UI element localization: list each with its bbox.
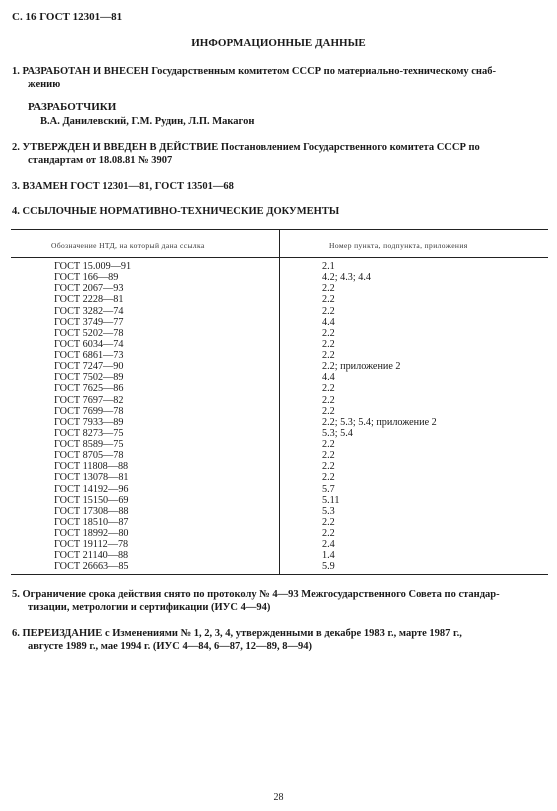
table-cell-ntd: ГОСТ 3282—74 (54, 305, 124, 317)
table-cell-ntd: ГОСТ 11808—88 (54, 461, 129, 473)
table-cell-clause: 2.2 (322, 461, 335, 473)
table-cell-ntd: ГОСТ 19112—78 (54, 539, 129, 551)
table-cell-clause: 4.4 (322, 316, 335, 328)
table-cell-ntd: ГОСТ 7247—90 (54, 361, 124, 373)
section-5-text-cont: тизации, метрологии и сертификации (ИУС 4—94) (28, 602, 271, 613)
developers-heading: РАЗРАБОТЧИКИ (28, 101, 117, 113)
section-4 (12, 205, 546, 218)
section-6-text: с Изменениями № 1, 2, 3, 4, утвержденными в декабре 1983 г., марте 1987 г., (104, 628, 462, 639)
table-cell-clause: 5.3 (322, 505, 335, 517)
table-cell-clause: 2.2 (322, 472, 335, 484)
table-cell-clause: 2.1 (322, 261, 335, 272)
section-5-number: 5. (12, 589, 20, 600)
section-4-heading: ССЫЛОЧНЫЕ НОРМАТИВНО-ТЕХНИЧЕСКИЕ ДОКУМЕНТЫ (22, 206, 340, 217)
table-header-ntd: Обозначение НТД, на который дана ссылка (51, 241, 205, 250)
table-cell-ntd: ГОСТ 15.009—91 (54, 261, 132, 272)
section-6-number: 6. (12, 628, 20, 639)
table-cell-clause: 2.2 (322, 405, 335, 417)
table-cell-clause: 2.4 (322, 539, 335, 551)
section-5 (12, 588, 546, 614)
page-header: С. 16 ГОСТ 12301—81 (12, 11, 123, 23)
section-6-heading: ПЕРЕИЗДАНИЕ (22, 628, 103, 639)
table-cell-ntd: ГОСТ 7933—89 (54, 416, 124, 428)
table-column-divider (279, 229, 280, 575)
table-cell-clause: 2.2; приложение 2 (322, 361, 401, 373)
table-cell-ntd: ГОСТ 13078—81 (54, 472, 129, 484)
section-4-number: 4. (12, 206, 20, 217)
table-cell-clause: 2.2 (322, 516, 335, 528)
table-cell-ntd: ГОСТ 5202—78 (54, 327, 124, 339)
section-3 (12, 180, 546, 193)
table-cell-clause: 2.2 (322, 439, 335, 450)
section-1-text-cont: жению (28, 79, 61, 90)
table-cell-ntd: ГОСТ 8273—75 (54, 427, 124, 439)
table-cell-clause: 2.2 (322, 294, 335, 306)
table-cell-ntd: ГОСТ 18510—87 (54, 516, 129, 528)
table-cell-clause: 2.2 (322, 350, 335, 361)
table-cell-ntd: ГОСТ 8589—75 (54, 439, 124, 450)
page-title: ИНФОРМАЦИОННЫЕ ДАННЫЕ (191, 37, 366, 49)
table-cell-clause: 2.2 (322, 327, 335, 339)
table-cell-clause: 2.2 (322, 283, 335, 295)
table-header-clause: Номер пункта, подпункта, приложения (329, 241, 468, 250)
table-cell-ntd: ГОСТ 2228—81 (54, 294, 124, 306)
table-cell-ntd: ГОСТ 7625—86 (54, 383, 124, 395)
section-3-heading: ВЗАМЕН ГОСТ 12301—81, ГОСТ 13501—68 (22, 181, 234, 192)
section-2-number: 2. (12, 142, 20, 153)
table-cell-ntd: ГОСТ 17308—88 (54, 505, 129, 517)
section-1-text: Государственным комитетом СССР по материально-техническому снаб- (151, 66, 496, 77)
table-cell-ntd: ГОСТ 14192—96 (54, 483, 129, 495)
table-cell-clause: 1.4 (322, 550, 335, 562)
section-1-heading: РАЗРАБОТАН И ВНЕСЕН (22, 66, 149, 77)
table-cell-ntd: ГОСТ 7502—89 (54, 372, 124, 384)
table-cell-clause: 4.4 (322, 372, 335, 384)
section-2-heading: УТВЕРЖДЕН И ВВЕДЕН В ДЕЙСТВИЕ (22, 142, 219, 153)
section-2 (12, 141, 546, 167)
section-6 (12, 627, 546, 653)
table-cell-clause: 2.2 (322, 383, 335, 395)
section-6-text-cont: августе 1989 г., мае 1994 г. (ИУС 4—84, 6—87, 12—89, 8—94) (28, 641, 312, 652)
table-cell-clause: 5.3; 5.4 (322, 427, 353, 439)
table-cell-ntd: ГОСТ 166—89 (54, 272, 119, 284)
table-cell-ntd: ГОСТ 21140—88 (54, 550, 129, 562)
table-cell-ntd: ГОСТ 8705—78 (54, 450, 124, 462)
table-cell-ntd: ГОСТ 3749—77 (54, 316, 124, 328)
table-cell-clause: 2.2 (322, 394, 335, 406)
table-cell-ntd: ГОСТ 26663—85 (54, 561, 129, 573)
reference-table (11, 229, 548, 575)
table-column-clause (322, 261, 437, 573)
table-cell-clause: 5.9 (322, 561, 335, 573)
table-cell-clause: 2.2 (322, 305, 335, 317)
table-cell-clause: 2.2; 5.3; 5.4; приложение 2 (322, 416, 437, 428)
section-5-text: Ограничение срока действия снято по протоколу № 4—93 Межгосударственного Совета по стандар- (22, 589, 500, 600)
table-cell-ntd: ГОСТ 15150—69 (54, 494, 129, 506)
section-1-number: 1. (12, 66, 20, 77)
table-cell-ntd: ГОСТ 2067—93 (54, 283, 124, 295)
table-cell-ntd: ГОСТ 6861—73 (54, 350, 124, 361)
table-cell-clause: 2.2 (322, 528, 335, 539)
table-column-ntd (54, 261, 131, 573)
table-cell-clause: 2.2 (322, 338, 335, 350)
table-cell-ntd: ГОСТ 7699—78 (54, 405, 124, 417)
section-2-text-cont: стандартам от 18.08.81 № 3907 (28, 155, 173, 166)
table-cell-clause: 2.2 (322, 450, 335, 462)
table-cell-ntd: ГОСТ 6034—74 (54, 338, 124, 350)
page-number: 28 (273, 792, 284, 803)
table-cell-ntd: ГОСТ 18992—80 (54, 528, 129, 539)
table-cell-clause: 5.7 (322, 483, 335, 495)
developers-names: В.А. Данилевский, Г.М. Рудин, Л.П. Макагон (40, 116, 255, 127)
section-2-text: Постановлением Государственного комитета СССР по (220, 142, 480, 153)
section-1 (12, 65, 546, 91)
table-cell-clause: 4.2; 4.3; 4.4 (322, 272, 371, 284)
table-cell-clause: 5.11 (322, 494, 340, 506)
section-3-number: 3. (12, 181, 20, 192)
table-cell-ntd: ГОСТ 7697—82 (54, 394, 124, 406)
